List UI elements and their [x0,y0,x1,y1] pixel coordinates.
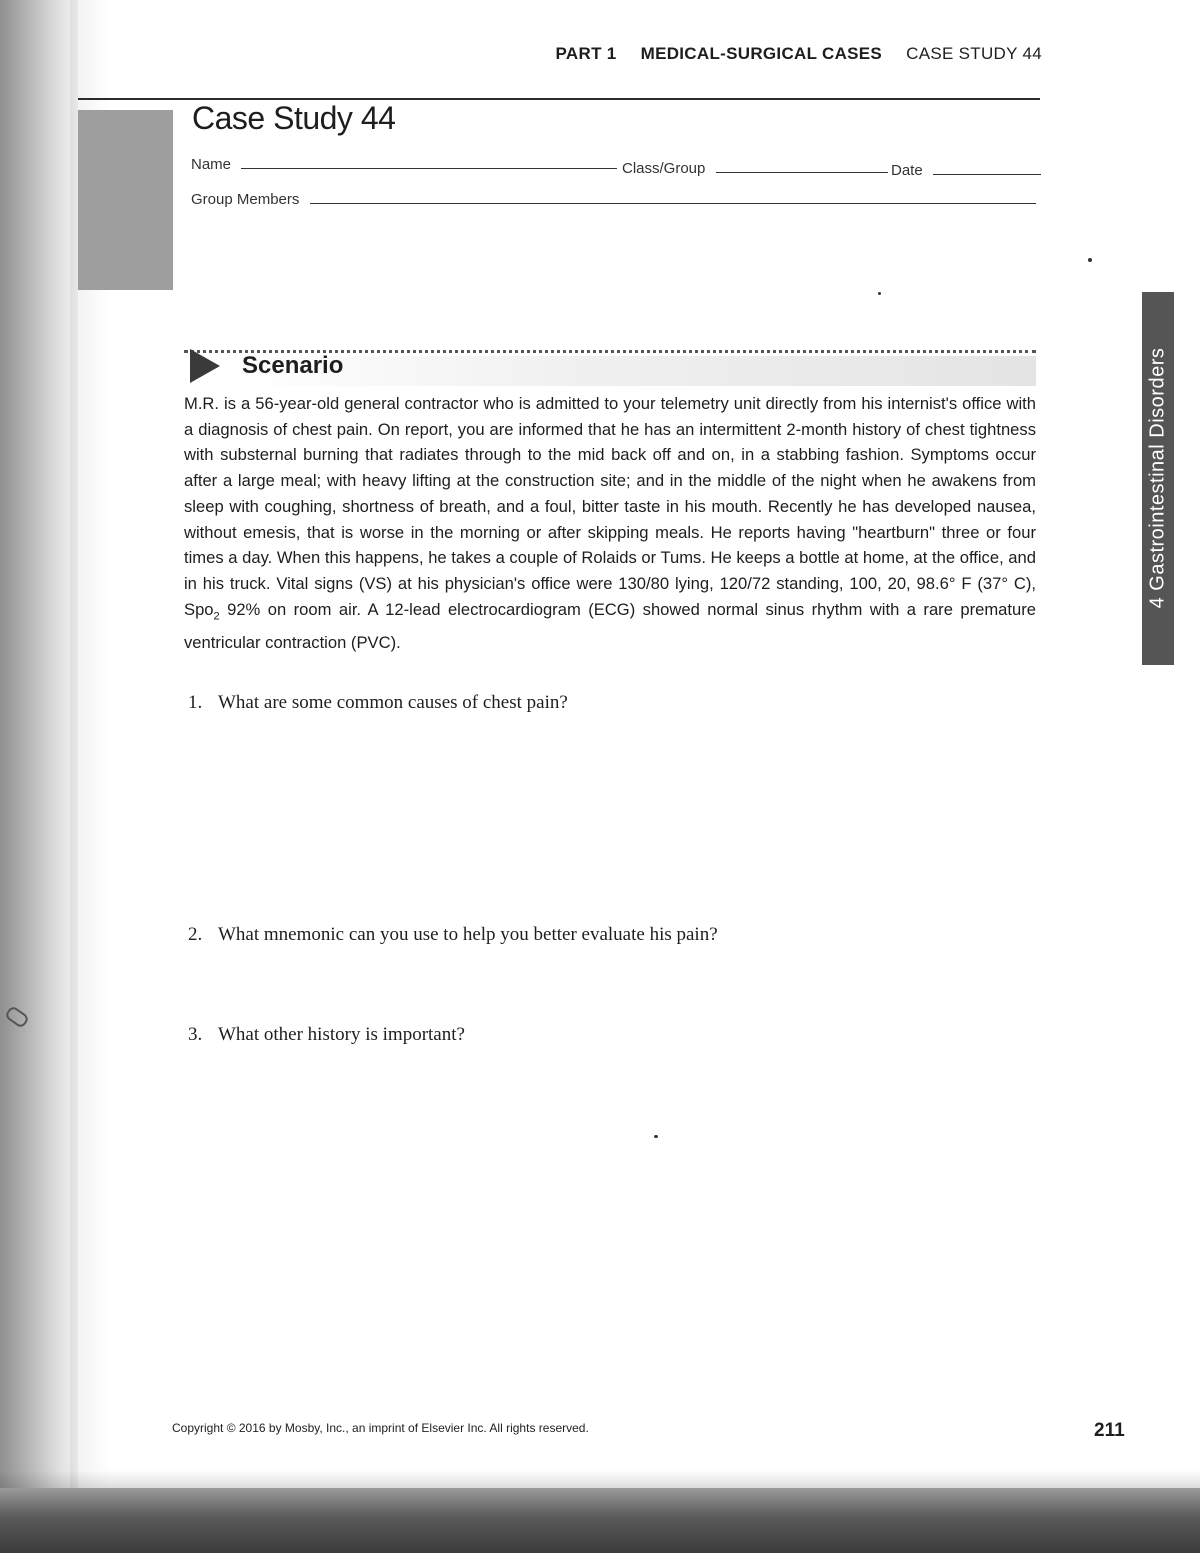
scenario-heading-bar [236,356,1036,386]
header-gray-block [78,110,173,290]
scan-speck [1088,258,1092,262]
question-text: What are some common causes of chest pain? [218,692,568,713]
copyright-notice: Copyright © 2016 by Mosby, Inc., an imprint of Elsevier Inc. All rights reserved. [172,1421,589,1435]
question-number: 3. [188,1024,203,1045]
question-number: 1. [188,692,203,713]
date-label: Date [891,162,923,179]
scan-shadow-left [0,0,78,1553]
running-head-section: MEDICAL-SURGICAL CASES [640,44,883,63]
running-head [556,44,1042,64]
scan-shadow-bottom [0,1488,1200,1553]
question-number: 2. [188,924,203,945]
scenario-text-after: 92% on room air. A 12-lead electrocardiogram (ECG) showed normal sinus rhythm with a rare premature ventricular contraction (PVC). [184,599,1036,652]
running-head-case: CASE STUDY 44 [906,44,1042,63]
name-line[interactable] [241,154,617,169]
play-arrow-icon [190,349,220,383]
scenario-heading: Scenario [242,352,344,379]
scan-speck [878,292,881,295]
question-text: What mnemonic can you use to help you better evaluate his pain? [218,924,718,945]
date-field [891,160,1041,179]
name-field [191,154,617,173]
members-field [191,189,1036,208]
name-label: Name [191,156,232,173]
question-3 [188,1024,465,1046]
page-title: Case Study 44 [192,100,396,136]
question-1 [188,692,568,714]
scenario-text [184,391,1036,655]
page-number: 211 [1094,1420,1125,1441]
scan-shadow-bottom-fade [0,1470,1200,1490]
class-line[interactable] [716,158,888,173]
spo-subscript: 2 [213,609,220,622]
members-line[interactable] [310,189,1036,204]
class-label: Class/Group [622,160,706,177]
chapter-side-tab-label: 4 Gastrointestinal Disorders [1146,347,1169,609]
scenario-text-main: M.R. is a 56-year-old general contractor who is admitted to your telemetry unit directly from his internist's office with a diagnosis of chest pain. On report, you are informed that he has an intermittent 2-month history of chest tightness with substernal burning that radiates through to the mid back off and on, in a stabbing fashion. Symptoms occur after a large meal; with heavy lifting at the construction site; and in the middle of the night when he awakens from sleep with coughing, shortness of breath, and a foul, bitter taste in his mouth. Recently he has developed nausea, without emesis, that is worse in the morning or after skipping meals. He reports having "heartburn" three or four times a day. When this happens, he takes a couple of Rolaids or Tums. He keeps a bottle at home, at the office, and in his truck. Vital signs (VS) at his physician's office were 130/80 lying, 120/72 standing, 100, 20, 98.6° F (37° C), Spo [184,394,1036,619]
scan-speck [654,1135,658,1138]
running-head-part: PART 1 [555,44,617,63]
members-label: Group Members [191,191,300,208]
class-field [622,158,888,177]
question-2 [188,924,718,946]
question-text: What other history is important? [218,1024,465,1045]
date-line[interactable] [933,160,1041,175]
